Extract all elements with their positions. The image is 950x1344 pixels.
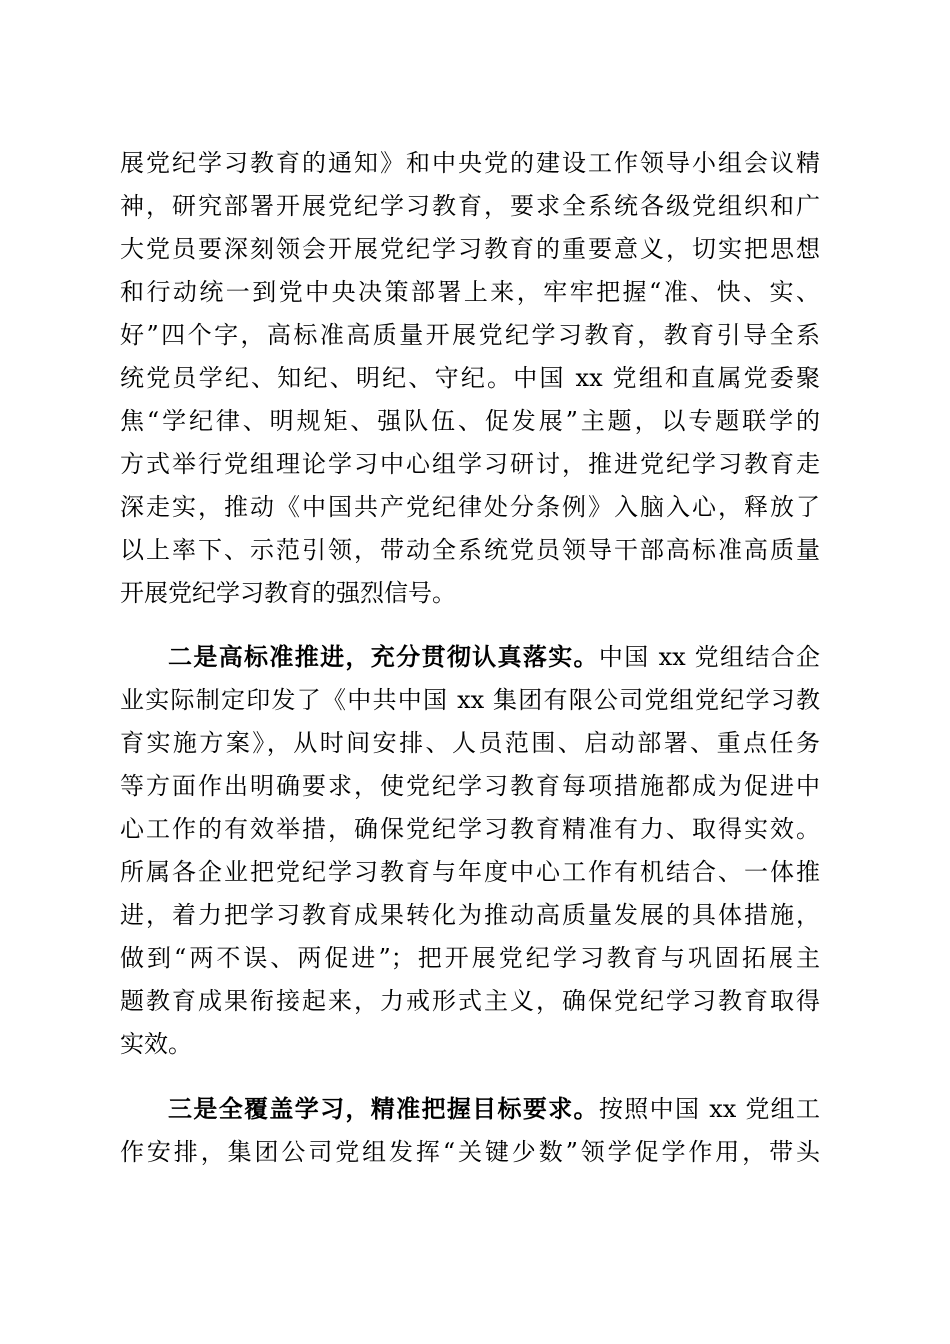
text-line: 开展党纪学习教育的强烈信号。 <box>120 579 456 607</box>
paragraph-first-line <box>168 1089 820 1129</box>
text-line: 展党纪学习教育的通知》和中央党的建设工作领导小组会议精 <box>120 149 820 177</box>
text-line: 所属各企业把党纪学习教育与年度中心工作有机结合、一体推 <box>120 858 820 886</box>
text-line: 实效。 <box>120 1030 192 1058</box>
text-line: 业实际制定印发了《中共中国 xx 集团有限公司党组党纪学习教 <box>120 686 820 714</box>
paragraph-first-line <box>168 637 820 677</box>
text-line: 等方面作出明确要求，使党纪学习教育每项措施都成为促进中 <box>120 772 820 800</box>
text-line: 神，研究部署开展党纪学习教育，要求全系统各级党组织和广 <box>120 192 820 220</box>
text-line: 以上率下、示范引领，带动全系统党员领导干部高标准高质量 <box>120 536 820 564</box>
text-line: 作安排，集团公司党组发挥“关键少数”领学促学作用，带头 <box>120 1138 820 1166</box>
paragraph-text: 中国 xx 党组结合企 <box>598 643 821 671</box>
text-line: 大党员要深刻领会开展党纪学习教育的重要意义，切实把思想 <box>120 235 820 263</box>
text-line: 深走实，推动《中国共产党纪律处分条例》入脑入心，释放了 <box>120 493 820 521</box>
text-line: 方式举行党组理论学习中心组学习研讨，推进党纪学习教育走 <box>120 450 820 478</box>
paragraph-heading: 三是全覆盖学习，精准把握目标要求。 <box>168 1094 599 1123</box>
text-line: 做到“两不误、两促进”；把开展党纪学习教育与巩固拓展主 <box>120 944 820 972</box>
text-line: 进，着力把学习教育成果转化为推动高质量发展的具体措施， <box>120 901 820 929</box>
text-line: 焦“学纪律、明规矩、强队伍、促发展”主题，以专题联学的 <box>120 407 820 435</box>
text-line: 和行动统一到党中央决策部署上来，牢牢把握“准、快、实、 <box>120 278 820 306</box>
text-line: 心工作的有效举措，确保党纪学习教育精准有力、取得实效。 <box>120 815 820 843</box>
paragraph-heading: 二是高标准推进，充分贯彻认真落实。 <box>168 642 599 671</box>
text-line: 好”四个字，高标准高质量开展党纪学习教育，教育引导全系 <box>120 321 820 349</box>
text-line: 题教育成果衔接起来，力戒形式主义，确保党纪学习教育取得 <box>120 987 820 1015</box>
text-line: 育实施方案》，从时间安排、人员范围、启动部署、重点任务 <box>120 729 820 757</box>
text-line: 统党员学纪、知纪、明纪、守纪。中国 xx 党组和直属党委聚 <box>120 364 820 392</box>
paragraph-text: 按照中国 xx 党组工 <box>598 1095 821 1123</box>
